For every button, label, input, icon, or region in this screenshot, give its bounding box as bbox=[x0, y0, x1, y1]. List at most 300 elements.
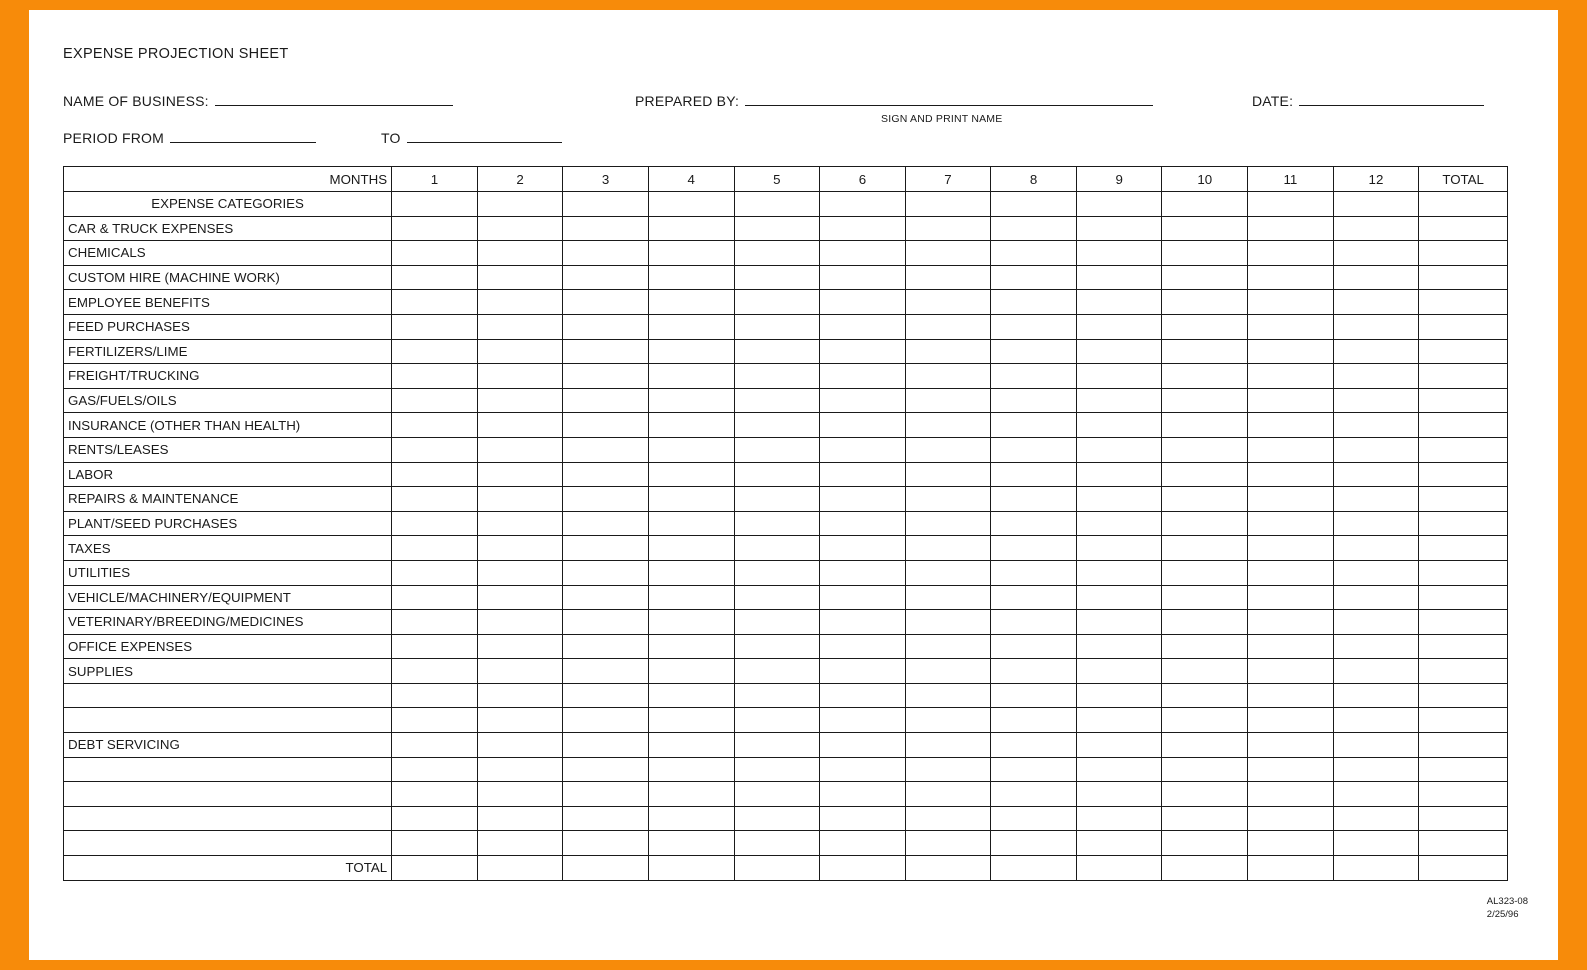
cell[interactable] bbox=[820, 487, 906, 512]
cell[interactable] bbox=[1248, 856, 1334, 881]
cell[interactable] bbox=[563, 856, 649, 881]
cell[interactable] bbox=[1248, 634, 1334, 659]
cell[interactable] bbox=[734, 536, 820, 561]
cell[interactable] bbox=[991, 806, 1077, 831]
cell[interactable] bbox=[392, 265, 478, 290]
cell[interactable] bbox=[905, 708, 991, 733]
cell[interactable] bbox=[392, 856, 478, 881]
cell[interactable] bbox=[734, 290, 820, 315]
cell[interactable] bbox=[648, 241, 734, 266]
cell[interactable] bbox=[734, 634, 820, 659]
cell[interactable] bbox=[563, 634, 649, 659]
cell[interactable] bbox=[563, 339, 649, 364]
cell[interactable] bbox=[563, 560, 649, 585]
cell[interactable] bbox=[392, 290, 478, 315]
cell[interactable] bbox=[1162, 585, 1248, 610]
cell[interactable] bbox=[1333, 462, 1419, 487]
cell[interactable] bbox=[1333, 339, 1419, 364]
cell[interactable] bbox=[734, 192, 820, 217]
cell[interactable] bbox=[477, 192, 563, 217]
cell[interactable] bbox=[1076, 462, 1162, 487]
cell[interactable] bbox=[1419, 560, 1508, 585]
cell[interactable] bbox=[563, 806, 649, 831]
cell[interactable] bbox=[820, 733, 906, 758]
cell[interactable] bbox=[1076, 290, 1162, 315]
cell[interactable] bbox=[1248, 265, 1334, 290]
cell[interactable] bbox=[648, 265, 734, 290]
cell[interactable] bbox=[734, 659, 820, 684]
cell[interactable] bbox=[734, 610, 820, 635]
cell[interactable] bbox=[1419, 536, 1508, 561]
cell[interactable] bbox=[477, 388, 563, 413]
cell[interactable] bbox=[477, 757, 563, 782]
cell[interactable] bbox=[392, 364, 478, 389]
cell[interactable] bbox=[563, 659, 649, 684]
cell[interactable] bbox=[1333, 610, 1419, 635]
cell[interactable] bbox=[1248, 708, 1334, 733]
cell[interactable] bbox=[648, 388, 734, 413]
cell[interactable] bbox=[563, 831, 649, 856]
cell[interactable] bbox=[563, 216, 649, 241]
cell[interactable] bbox=[648, 314, 734, 339]
cell[interactable] bbox=[991, 192, 1077, 217]
cell[interactable] bbox=[392, 683, 478, 708]
cell[interactable] bbox=[648, 782, 734, 807]
cell[interactable] bbox=[1162, 856, 1248, 881]
cell[interactable] bbox=[563, 487, 649, 512]
cell[interactable] bbox=[734, 560, 820, 585]
cell[interactable] bbox=[1419, 290, 1508, 315]
cell[interactable] bbox=[1162, 487, 1248, 512]
cell[interactable] bbox=[1248, 733, 1334, 758]
cell[interactable] bbox=[477, 782, 563, 807]
cell[interactable] bbox=[563, 733, 649, 758]
cell[interactable] bbox=[820, 511, 906, 536]
cell[interactable] bbox=[1333, 831, 1419, 856]
cell[interactable] bbox=[991, 216, 1077, 241]
cell[interactable] bbox=[563, 290, 649, 315]
cell[interactable] bbox=[477, 708, 563, 733]
cell[interactable] bbox=[905, 413, 991, 438]
cell[interactable] bbox=[1333, 216, 1419, 241]
cell[interactable] bbox=[905, 339, 991, 364]
cell[interactable] bbox=[477, 831, 563, 856]
cell[interactable] bbox=[392, 733, 478, 758]
cell[interactable] bbox=[991, 314, 1077, 339]
cell[interactable] bbox=[392, 192, 478, 217]
cell[interactable] bbox=[905, 757, 991, 782]
cell[interactable] bbox=[1248, 487, 1334, 512]
cell[interactable] bbox=[1333, 487, 1419, 512]
cell[interactable] bbox=[1248, 314, 1334, 339]
business-name-input[interactable] bbox=[215, 93, 453, 106]
cell[interactable] bbox=[905, 462, 991, 487]
cell[interactable] bbox=[1248, 536, 1334, 561]
cell[interactable] bbox=[1076, 806, 1162, 831]
cell[interactable] bbox=[563, 610, 649, 635]
cell[interactable] bbox=[1333, 314, 1419, 339]
cell[interactable] bbox=[991, 462, 1077, 487]
cell[interactable] bbox=[563, 708, 649, 733]
cell[interactable] bbox=[1419, 339, 1508, 364]
cell[interactable] bbox=[1333, 437, 1419, 462]
cell[interactable] bbox=[477, 216, 563, 241]
cell[interactable] bbox=[392, 437, 478, 462]
cell[interactable] bbox=[477, 536, 563, 561]
cell[interactable] bbox=[991, 364, 1077, 389]
cell[interactable] bbox=[563, 314, 649, 339]
cell[interactable] bbox=[392, 585, 478, 610]
cell[interactable] bbox=[820, 585, 906, 610]
cell[interactable] bbox=[905, 634, 991, 659]
cell[interactable] bbox=[648, 683, 734, 708]
cell[interactable] bbox=[905, 265, 991, 290]
cell[interactable] bbox=[1076, 610, 1162, 635]
cell[interactable] bbox=[392, 413, 478, 438]
cell[interactable] bbox=[991, 511, 1077, 536]
cell[interactable] bbox=[1248, 462, 1334, 487]
cell[interactable] bbox=[734, 241, 820, 266]
cell[interactable] bbox=[563, 536, 649, 561]
cell[interactable] bbox=[1248, 610, 1334, 635]
cell[interactable] bbox=[1333, 265, 1419, 290]
cell[interactable] bbox=[1162, 314, 1248, 339]
cell[interactable] bbox=[734, 413, 820, 438]
cell[interactable] bbox=[648, 733, 734, 758]
cell[interactable] bbox=[905, 782, 991, 807]
cell[interactable] bbox=[1076, 487, 1162, 512]
cell[interactable] bbox=[1076, 733, 1162, 758]
cell[interactable] bbox=[991, 683, 1077, 708]
cell[interactable] bbox=[991, 831, 1077, 856]
cell[interactable] bbox=[648, 757, 734, 782]
cell[interactable] bbox=[1333, 757, 1419, 782]
cell[interactable] bbox=[1076, 659, 1162, 684]
cell[interactable] bbox=[820, 364, 906, 389]
cell[interactable] bbox=[1076, 241, 1162, 266]
cell[interactable] bbox=[905, 487, 991, 512]
cell[interactable] bbox=[820, 314, 906, 339]
cell[interactable] bbox=[648, 364, 734, 389]
cell[interactable] bbox=[1076, 708, 1162, 733]
cell[interactable] bbox=[563, 265, 649, 290]
cell[interactable] bbox=[1076, 634, 1162, 659]
cell[interactable] bbox=[905, 437, 991, 462]
cell[interactable] bbox=[1333, 388, 1419, 413]
cell[interactable] bbox=[477, 437, 563, 462]
cell[interactable] bbox=[1248, 388, 1334, 413]
cell[interactable] bbox=[1248, 339, 1334, 364]
cell[interactable] bbox=[734, 388, 820, 413]
cell[interactable] bbox=[392, 610, 478, 635]
cell[interactable] bbox=[477, 659, 563, 684]
cell[interactable] bbox=[820, 462, 906, 487]
cell[interactable] bbox=[1076, 314, 1162, 339]
cell[interactable] bbox=[820, 757, 906, 782]
cell[interactable] bbox=[991, 733, 1077, 758]
cell[interactable] bbox=[1248, 757, 1334, 782]
cell[interactable] bbox=[648, 511, 734, 536]
cell[interactable] bbox=[820, 388, 906, 413]
cell[interactable] bbox=[1419, 241, 1508, 266]
cell[interactable] bbox=[734, 216, 820, 241]
cell[interactable] bbox=[477, 634, 563, 659]
cell[interactable] bbox=[1419, 388, 1508, 413]
cell[interactable] bbox=[1248, 437, 1334, 462]
cell[interactable] bbox=[991, 487, 1077, 512]
cell[interactable] bbox=[1333, 241, 1419, 266]
cell[interactable] bbox=[648, 659, 734, 684]
cell[interactable] bbox=[1162, 610, 1248, 635]
cell[interactable] bbox=[1333, 659, 1419, 684]
cell[interactable] bbox=[820, 782, 906, 807]
cell[interactable] bbox=[1162, 683, 1248, 708]
cell[interactable] bbox=[1248, 511, 1334, 536]
cell[interactable] bbox=[734, 708, 820, 733]
cell[interactable] bbox=[1333, 536, 1419, 561]
cell[interactable] bbox=[1333, 683, 1419, 708]
cell[interactable] bbox=[734, 757, 820, 782]
cell[interactable] bbox=[1076, 339, 1162, 364]
cell[interactable] bbox=[820, 659, 906, 684]
cell[interactable] bbox=[1419, 831, 1508, 856]
cell[interactable] bbox=[991, 339, 1077, 364]
cell[interactable] bbox=[1076, 192, 1162, 217]
cell[interactable] bbox=[1076, 511, 1162, 536]
cell[interactable] bbox=[1333, 364, 1419, 389]
cell[interactable] bbox=[477, 733, 563, 758]
cell[interactable] bbox=[1419, 683, 1508, 708]
cell[interactable] bbox=[820, 856, 906, 881]
cell[interactable] bbox=[820, 413, 906, 438]
cell[interactable] bbox=[734, 265, 820, 290]
cell[interactable] bbox=[1248, 560, 1334, 585]
cell[interactable] bbox=[734, 437, 820, 462]
cell[interactable] bbox=[1162, 757, 1248, 782]
period-from-field-group[interactable] bbox=[63, 130, 316, 146]
cell[interactable] bbox=[905, 856, 991, 881]
cell[interactable] bbox=[991, 757, 1077, 782]
cell[interactable] bbox=[477, 560, 563, 585]
cell[interactable] bbox=[1419, 364, 1508, 389]
cell[interactable] bbox=[563, 437, 649, 462]
cell[interactable] bbox=[905, 831, 991, 856]
cell[interactable] bbox=[392, 708, 478, 733]
cell[interactable] bbox=[1419, 708, 1508, 733]
date-field-group[interactable] bbox=[1252, 93, 1484, 109]
cell[interactable] bbox=[905, 364, 991, 389]
cell[interactable] bbox=[392, 659, 478, 684]
cell[interactable] bbox=[734, 733, 820, 758]
cell[interactable] bbox=[1162, 388, 1248, 413]
cell[interactable] bbox=[820, 241, 906, 266]
cell[interactable] bbox=[648, 806, 734, 831]
cell[interactable] bbox=[1419, 856, 1508, 881]
cell[interactable] bbox=[820, 708, 906, 733]
cell[interactable] bbox=[991, 856, 1077, 881]
cell[interactable] bbox=[1162, 536, 1248, 561]
cell[interactable] bbox=[820, 831, 906, 856]
cell[interactable] bbox=[905, 560, 991, 585]
cell[interactable] bbox=[563, 192, 649, 217]
cell[interactable] bbox=[1162, 216, 1248, 241]
cell[interactable] bbox=[1076, 560, 1162, 585]
cell[interactable] bbox=[1162, 511, 1248, 536]
cell[interactable] bbox=[1162, 241, 1248, 266]
cell[interactable] bbox=[1419, 413, 1508, 438]
cell[interactable] bbox=[820, 216, 906, 241]
cell[interactable] bbox=[1162, 462, 1248, 487]
cell[interactable] bbox=[648, 413, 734, 438]
cell[interactable] bbox=[1419, 659, 1508, 684]
cell[interactable] bbox=[1419, 806, 1508, 831]
cell[interactable] bbox=[563, 683, 649, 708]
cell[interactable] bbox=[563, 241, 649, 266]
cell[interactable] bbox=[991, 610, 1077, 635]
cell[interactable] bbox=[648, 437, 734, 462]
cell[interactable] bbox=[1333, 708, 1419, 733]
cell[interactable] bbox=[1248, 241, 1334, 266]
cell[interactable] bbox=[1076, 536, 1162, 561]
cell[interactable] bbox=[1333, 733, 1419, 758]
cell[interactable] bbox=[477, 364, 563, 389]
cell[interactable] bbox=[477, 585, 563, 610]
cell[interactable] bbox=[392, 782, 478, 807]
cell[interactable] bbox=[648, 290, 734, 315]
cell[interactable] bbox=[1162, 733, 1248, 758]
cell[interactable] bbox=[1248, 585, 1334, 610]
cell[interactable] bbox=[734, 339, 820, 364]
cell[interactable] bbox=[734, 831, 820, 856]
cell[interactable] bbox=[991, 659, 1077, 684]
cell[interactable] bbox=[1248, 683, 1334, 708]
cell[interactable] bbox=[1162, 192, 1248, 217]
cell[interactable] bbox=[392, 388, 478, 413]
cell[interactable] bbox=[991, 241, 1077, 266]
cell[interactable] bbox=[905, 806, 991, 831]
cell[interactable] bbox=[734, 683, 820, 708]
cell[interactable] bbox=[1248, 192, 1334, 217]
cell[interactable] bbox=[1162, 560, 1248, 585]
cell[interactable] bbox=[734, 364, 820, 389]
cell[interactable] bbox=[648, 487, 734, 512]
prepared-by-field-group[interactable] bbox=[635, 93, 1153, 109]
cell[interactable] bbox=[1419, 585, 1508, 610]
cell[interactable] bbox=[905, 536, 991, 561]
cell[interactable] bbox=[648, 856, 734, 881]
cell[interactable] bbox=[648, 708, 734, 733]
cell[interactable] bbox=[648, 610, 734, 635]
cell[interactable] bbox=[1419, 265, 1508, 290]
cell[interactable] bbox=[563, 782, 649, 807]
cell[interactable] bbox=[648, 560, 734, 585]
cell[interactable] bbox=[991, 634, 1077, 659]
cell[interactable] bbox=[1333, 782, 1419, 807]
cell[interactable] bbox=[648, 339, 734, 364]
cell[interactable] bbox=[648, 192, 734, 217]
cell[interactable] bbox=[392, 314, 478, 339]
period-from-input[interactable] bbox=[170, 130, 316, 143]
cell[interactable] bbox=[1076, 216, 1162, 241]
cell[interactable] bbox=[1076, 782, 1162, 807]
cell[interactable] bbox=[820, 634, 906, 659]
cell[interactable] bbox=[1419, 782, 1508, 807]
cell[interactable] bbox=[820, 560, 906, 585]
cell[interactable] bbox=[820, 265, 906, 290]
cell[interactable] bbox=[392, 339, 478, 364]
cell[interactable] bbox=[1076, 683, 1162, 708]
cell[interactable] bbox=[1162, 437, 1248, 462]
cell[interactable] bbox=[1333, 192, 1419, 217]
cell[interactable] bbox=[648, 536, 734, 561]
cell[interactable] bbox=[1076, 856, 1162, 881]
cell[interactable] bbox=[905, 192, 991, 217]
cell[interactable] bbox=[905, 290, 991, 315]
cell[interactable] bbox=[392, 806, 478, 831]
prepared-by-input[interactable] bbox=[745, 93, 1153, 106]
cell[interactable] bbox=[734, 585, 820, 610]
cell[interactable] bbox=[392, 487, 478, 512]
cell[interactable] bbox=[392, 216, 478, 241]
cell[interactable] bbox=[820, 437, 906, 462]
cell[interactable] bbox=[991, 290, 1077, 315]
cell[interactable] bbox=[905, 216, 991, 241]
cell[interactable] bbox=[563, 757, 649, 782]
cell[interactable] bbox=[1076, 388, 1162, 413]
cell[interactable] bbox=[563, 388, 649, 413]
cell[interactable] bbox=[1419, 314, 1508, 339]
cell[interactable] bbox=[563, 462, 649, 487]
cell[interactable] bbox=[820, 536, 906, 561]
cell[interactable] bbox=[734, 511, 820, 536]
cell[interactable] bbox=[991, 265, 1077, 290]
cell[interactable] bbox=[991, 782, 1077, 807]
cell[interactable] bbox=[1419, 192, 1508, 217]
cell[interactable] bbox=[734, 782, 820, 807]
cell[interactable] bbox=[1076, 585, 1162, 610]
cell[interactable] bbox=[1162, 339, 1248, 364]
cell[interactable] bbox=[1076, 757, 1162, 782]
cell[interactable] bbox=[477, 241, 563, 266]
cell[interactable] bbox=[477, 683, 563, 708]
cell[interactable] bbox=[477, 610, 563, 635]
cell[interactable] bbox=[648, 216, 734, 241]
cell[interactable] bbox=[477, 265, 563, 290]
cell[interactable] bbox=[1076, 265, 1162, 290]
cell[interactable] bbox=[1248, 782, 1334, 807]
cell[interactable] bbox=[991, 585, 1077, 610]
cell[interactable] bbox=[1248, 290, 1334, 315]
cell[interactable] bbox=[1419, 437, 1508, 462]
cell[interactable] bbox=[820, 290, 906, 315]
cell[interactable] bbox=[905, 610, 991, 635]
cell[interactable] bbox=[392, 462, 478, 487]
cell[interactable] bbox=[991, 437, 1077, 462]
cell[interactable] bbox=[1248, 413, 1334, 438]
cell[interactable] bbox=[991, 560, 1077, 585]
cell[interactable] bbox=[392, 831, 478, 856]
cell[interactable] bbox=[477, 413, 563, 438]
cell[interactable] bbox=[477, 487, 563, 512]
cell[interactable] bbox=[734, 856, 820, 881]
cell[interactable] bbox=[1333, 511, 1419, 536]
cell[interactable] bbox=[563, 511, 649, 536]
cell[interactable] bbox=[1333, 290, 1419, 315]
cell[interactable] bbox=[820, 610, 906, 635]
cell[interactable] bbox=[1419, 610, 1508, 635]
cell[interactable] bbox=[1419, 634, 1508, 659]
cell[interactable] bbox=[1419, 757, 1508, 782]
